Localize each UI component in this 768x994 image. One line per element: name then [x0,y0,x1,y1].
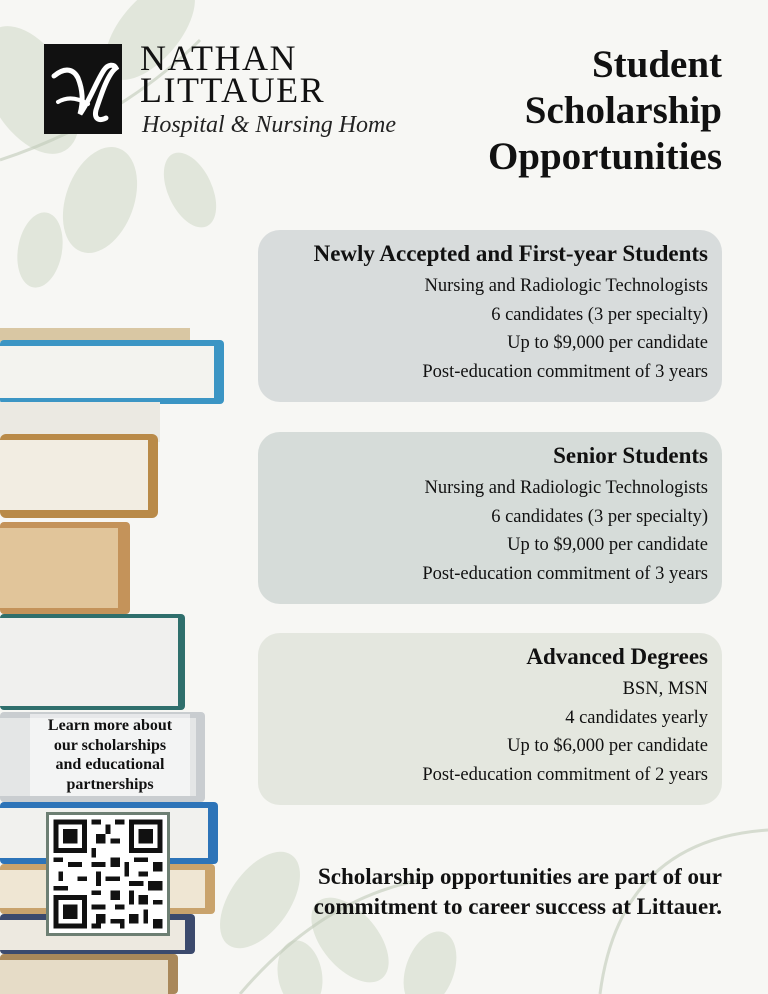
card-line: Up to $9,000 per candidate [507,535,708,555]
card-line: BSN, MSN [622,679,708,699]
hospital-logo [44,38,424,139]
nl-monogram-icon [44,44,122,134]
logo-name [140,38,326,110]
card-line: Post-education commitment of 3 years [422,563,708,584]
scholarship-card-advanced-degrees [258,633,722,805]
footer-statement [240,862,722,922]
footer-line-2: commitment to career success at Littauer. [313,894,722,919]
logo-subtitle: Hospital & Nursing Home [142,112,397,138]
qr-code-icon [49,815,167,933]
scholarship-card-first-year [258,230,722,402]
learn-more-line: our scholarships [53,736,167,754]
title-line-2: Scholarship [524,89,722,132]
card-line: 6 candidates (3 per specialty) [491,506,708,527]
card-line: Nursing and Radiologic Technologists [424,276,708,296]
footer-line-1: Scholarship opportunities are part of our [317,864,722,889]
learn-more-line: Learn more about [47,717,173,734]
card-heading: Newly Accepted and First-year Students [313,241,708,266]
title-line-1: Student [591,43,722,86]
learn-more-line: partnerships [66,775,154,793]
scholarship-card-senior [258,432,722,604]
card-line: Up to $6,000 per candidate [507,736,708,756]
card-heading: Advanced Degrees [526,644,708,669]
card-line: Post-education commitment of 3 years [422,361,708,382]
card-line: 6 candidates (3 per specialty) [491,304,708,325]
card-line: Nursing and Radiologic Technologists [424,478,708,498]
qr-code[interactable] [46,812,170,936]
learn-more-text [30,714,190,796]
learn-more-line: and educational [55,756,165,773]
card-line: 4 candidates yearly [565,707,708,728]
page-title [392,42,722,180]
card-line: Up to $9,000 per candidate [507,333,708,353]
title-line-3: Opportunities [487,135,722,178]
logo-line-2: LITTAUER [140,70,326,110]
card-line: Post-education commitment of 2 years [422,764,708,785]
logo-line-1: NATHAN [140,38,297,78]
card-heading: Senior Students [553,443,708,468]
